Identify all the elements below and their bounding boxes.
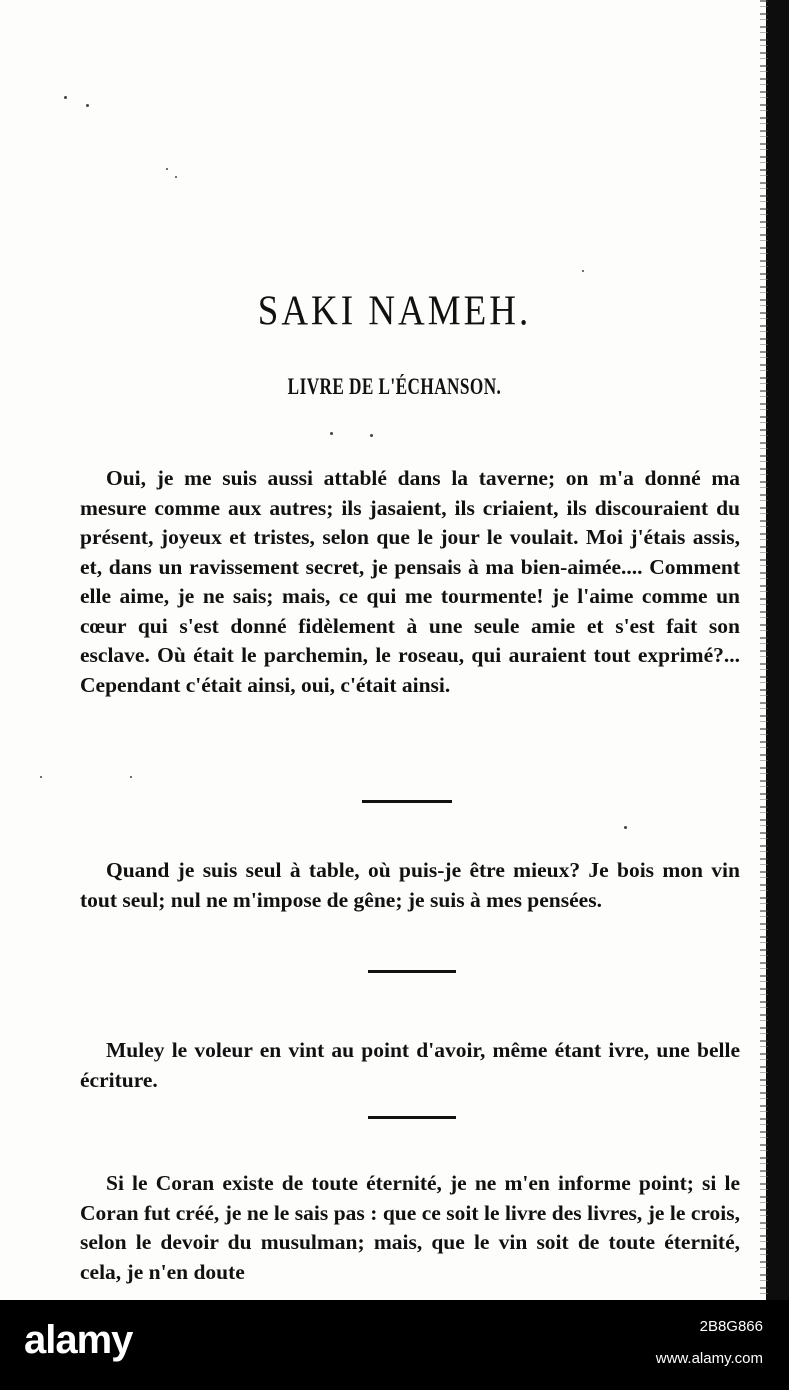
print-speck bbox=[175, 176, 177, 178]
paragraph: Muley le voleur en vint au point d'avoir, même étant ivre, une belle écriture. bbox=[80, 1038, 740, 1092]
paragraph: Oui, je me suis aussi attablé dans la taverne; on m'a donné ma mesure comme aux autres; ils jasaient, ils criaient, ils discouraient du présent, joyeux et tristes, selon que le jour le voulait. Moi j'étais assis, et, dans un ravissement secret, je pensais à ma bien-aimée.... Comment elle aime, je ne sais; mais, ce qui me tourmente! je l'aime comme un cœur qui s'est donné fidèlement à une seule amie et s'est fait son esclave. Où était le parchemin, le roseau, qui auraient tout exprimé?... Cependant c'était ainsi, oui, c'était ainsi. bbox=[80, 466, 740, 697]
chapter-subtitle: LIVRE DE L'ÉCHANSON. bbox=[287, 374, 502, 400]
print-speck bbox=[166, 168, 168, 170]
print-speck bbox=[330, 432, 333, 435]
paragraph: Si le Coran existe de toute éternité, je ne m'en informe point; si le Coran fut créé, je ne le sais pas : que ce soit le livre des livres, je le crois, selon le devoir du musulman; mais, que le vin soit de toute éternité, cela, je n'en doute bbox=[80, 1171, 740, 1284]
brand-logo: alamy bbox=[24, 1318, 133, 1362]
print-speck bbox=[624, 826, 627, 829]
page-edge-shadow bbox=[766, 0, 789, 1300]
section-divider bbox=[368, 1116, 456, 1119]
chapter-title: SAKI NAMEH. bbox=[257, 287, 532, 336]
site-url: www.alamy.com bbox=[655, 1350, 763, 1367]
print-speck bbox=[40, 776, 42, 778]
section-divider bbox=[362, 800, 452, 803]
section-divider bbox=[368, 970, 456, 973]
print-speck bbox=[86, 104, 89, 107]
paragraph: Quand je suis seul à table, où puis-je être mieux? Je bois mon vin tout seul; nul ne m'impose de gêne; je suis à mes pensées. bbox=[80, 858, 740, 912]
image-id: 2B8G866 bbox=[699, 1318, 763, 1335]
print-speck bbox=[130, 776, 132, 778]
page-edge-noise bbox=[760, 0, 768, 1300]
print-speck bbox=[582, 270, 584, 272]
print-speck bbox=[64, 96, 67, 99]
print-speck bbox=[370, 434, 373, 437]
